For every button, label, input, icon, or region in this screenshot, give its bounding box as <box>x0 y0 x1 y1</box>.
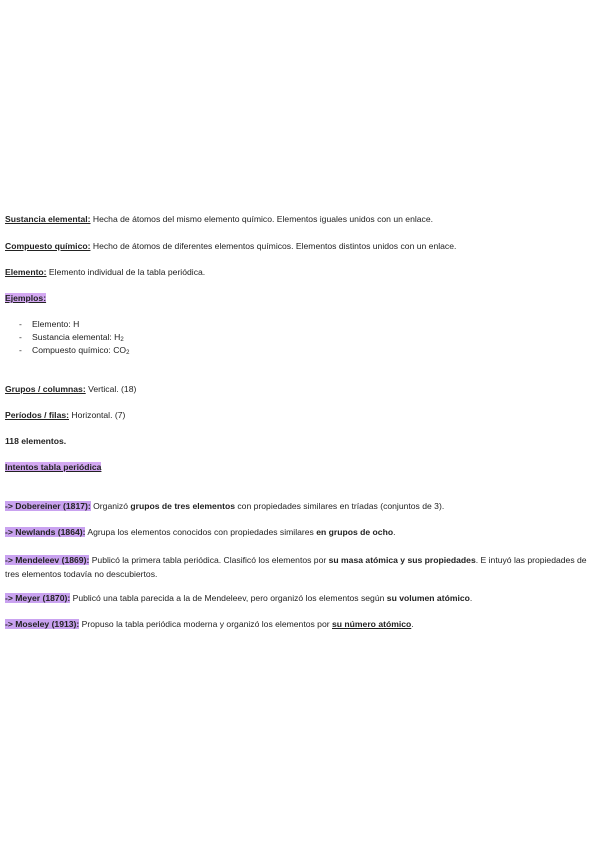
subscript: 2 <box>120 337 124 343</box>
history-text: con propiedades similares en tríadas (conjuntos de 3). <box>234 501 445 511</box>
intentos-heading-line <box>5 462 101 473</box>
examples-heading-line <box>5 293 46 304</box>
term-elemento: Elemento: <box>5 267 47 277</box>
history-text: . <box>393 527 396 537</box>
bullet-dash: - <box>19 332 22 342</box>
text-periodos: Horizontal. (7) <box>69 410 126 420</box>
examples-list <box>19 318 129 357</box>
grupos-line <box>5 384 136 395</box>
bullet-dash: - <box>19 345 22 355</box>
bullet-dash: - <box>19 319 22 329</box>
history-tag: -> Moseley (1913): <box>5 619 80 629</box>
text-elemento: Elemento individual de la tabla periódica. <box>46 267 206 277</box>
history-text: . <box>469 593 473 603</box>
text-sustancia: Hecha de átomos del mismo elemento químico. Elementos iguales unidos con un enlace. <box>90 214 434 224</box>
history-bold: su número atómico <box>332 619 412 629</box>
history-dobereiner <box>5 501 444 512</box>
history-bold: su volumen atómico <box>386 593 470 603</box>
history-bold: grupos de tres elementos <box>130 501 235 511</box>
definition-sustancia <box>5 214 433 225</box>
element-count: 118 elementos. <box>5 436 67 446</box>
list-item <box>19 344 129 357</box>
example-label: Elemento: H <box>32 319 80 329</box>
history-text: . <box>411 619 414 629</box>
intentos-heading: Intentos tabla periódica <box>5 462 102 472</box>
example-label: Sustancia elemental: H <box>32 332 121 342</box>
term-grupos: Grupos / columnas: <box>5 384 86 394</box>
text-compuesto: Hecho de átomos de diferentes elementos químicos. Elementos distintos unidos con un enlace. <box>90 241 457 251</box>
list-item <box>19 318 129 331</box>
periodos-line <box>5 410 125 421</box>
history-tag: -> Meyer (1870): <box>5 593 71 603</box>
history-bold: en grupos de ocho <box>316 527 394 537</box>
history-text: Propuso la tabla periódica moderna y organizó los elementos por <box>79 619 332 629</box>
example-label: Compuesto químico: CO <box>32 345 127 355</box>
history-tag: -> Mendeleev (1869): <box>5 555 90 565</box>
history-tag: -> Dobereiner (1817): <box>5 501 91 511</box>
history-meyer <box>5 593 472 604</box>
list-item <box>19 331 129 344</box>
history-tag: -> Newlands (1864): <box>5 527 86 537</box>
definition-compuesto <box>5 241 456 252</box>
history-text: Agrupa los elementos conocidos con propiedades similares <box>85 527 317 537</box>
history-text: Publicó una tabla parecida a la de Mendeleev, pero organizó los elementos según <box>70 593 387 603</box>
term-periodos: Períodos / filas: <box>5 410 69 420</box>
history-text: Publicó la primera tabla periódica. Clasificó los elementos por <box>89 555 329 565</box>
history-moseley <box>5 619 414 630</box>
history-mendeleev <box>5 553 587 581</box>
history-text: Organizó <box>90 501 131 511</box>
subscript: 2 <box>126 350 130 356</box>
history-newlands <box>5 527 395 538</box>
examples-heading: Ejemplos: <box>5 293 47 303</box>
history-text: . E intuyó las propiedades de tres elementos todavía no descubiertos. <box>5 555 587 579</box>
term-compuesto: Compuesto químico: <box>5 241 91 251</box>
history-bold: su masa atómica y sus propiedades <box>328 555 476 565</box>
text-grupos: Vertical. (18) <box>85 384 137 394</box>
term-sustancia: Sustancia elemental: <box>5 214 91 224</box>
definition-elemento <box>5 267 205 278</box>
